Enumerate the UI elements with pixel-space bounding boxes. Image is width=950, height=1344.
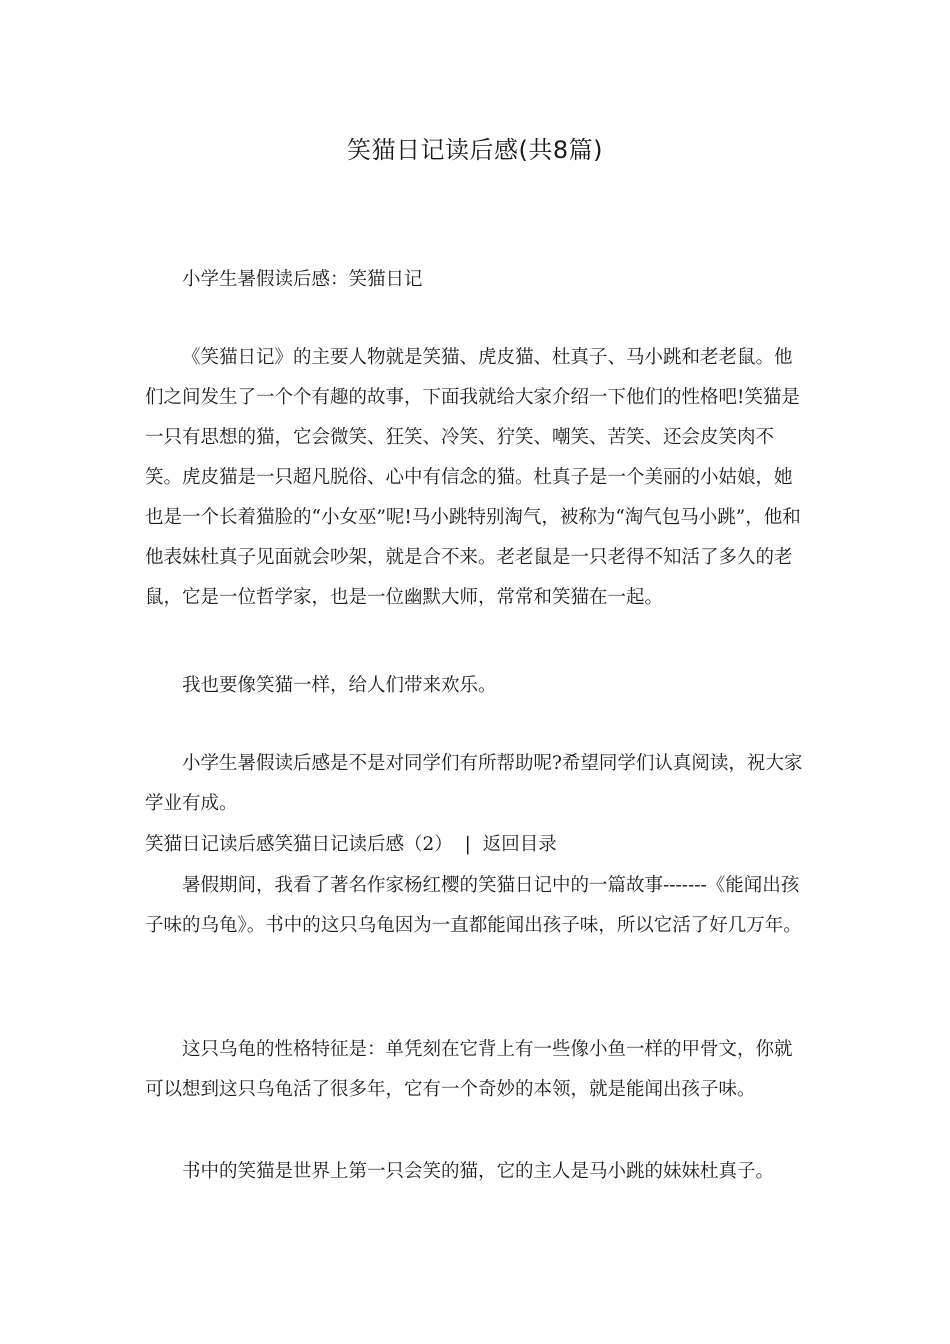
section-heading: 笑猫日记读后感笑猫日记读后感（2）	[145, 834, 453, 855]
section-heading: 小学生暑假读后感：笑猫日记	[182, 269, 423, 290]
paragraph: 小学生暑假读后感是不是对同学们有所帮助呢?希望同学们认真阅读，祝大家学业有成。	[145, 753, 803, 814]
paragraph: 《笑猫日记》的主要人物就是笑猫、虎皮猫、杜真子、马小跳和老老鼠。他们之间发生了一个个有趣的故事，下面我就给大家介绍一下他们的性格吧!笑猫是一只有思想的猫，它会微笑、狂笑、冷笑、狞笑、嘲笑、苦笑、还会皮笑肉不笑。虎皮猫是一只超凡脱俗、心中有信念的猫。杜真子是一个美丽的小姑娘，她也是一个长着猫脸的“小女巫”呢!马小跳特别淘气，被称为“淘气包马小跳”，他和他表妹杜真子见面就会吵架，就是合不来。老老鼠是一只老得不知活了多久的老鼠，它是一位哲学家，也是一位幽默大师，常常和笑猫在一起。	[145, 347, 801, 608]
paragraph: 暑假期间，我看了著名作家杨红樱的笑猫日记中的一篇故事-------《能闻出孩子味的乌龟》。书中的这只乌龟因为一直都能闻出孩子味，所以它活了好几万年。	[145, 875, 802, 936]
separator: |	[464, 834, 471, 855]
paragraph: 这只乌龟的性格特征是：单凭刻在它背上有一些像小鱼一样的甲骨文，你就可以想到这只乌龟活了很多年，它有一个奇妙的本领，就是能闻出孩子味。	[145, 1039, 793, 1100]
paragraph: 书中的笑猫是世界上第一只会笑的猫，它的主人是马小跳的妹妹杜真子。	[182, 1161, 775, 1182]
back-to-contents-link[interactable]: 返回目录	[482, 834, 557, 855]
document-title: 笑猫日记读后感(共8篇)	[347, 136, 603, 164]
section-heading-row	[145, 830, 810, 860]
paragraph: 我也要像笑猫一样，给人们带来欢乐。	[182, 675, 497, 696]
